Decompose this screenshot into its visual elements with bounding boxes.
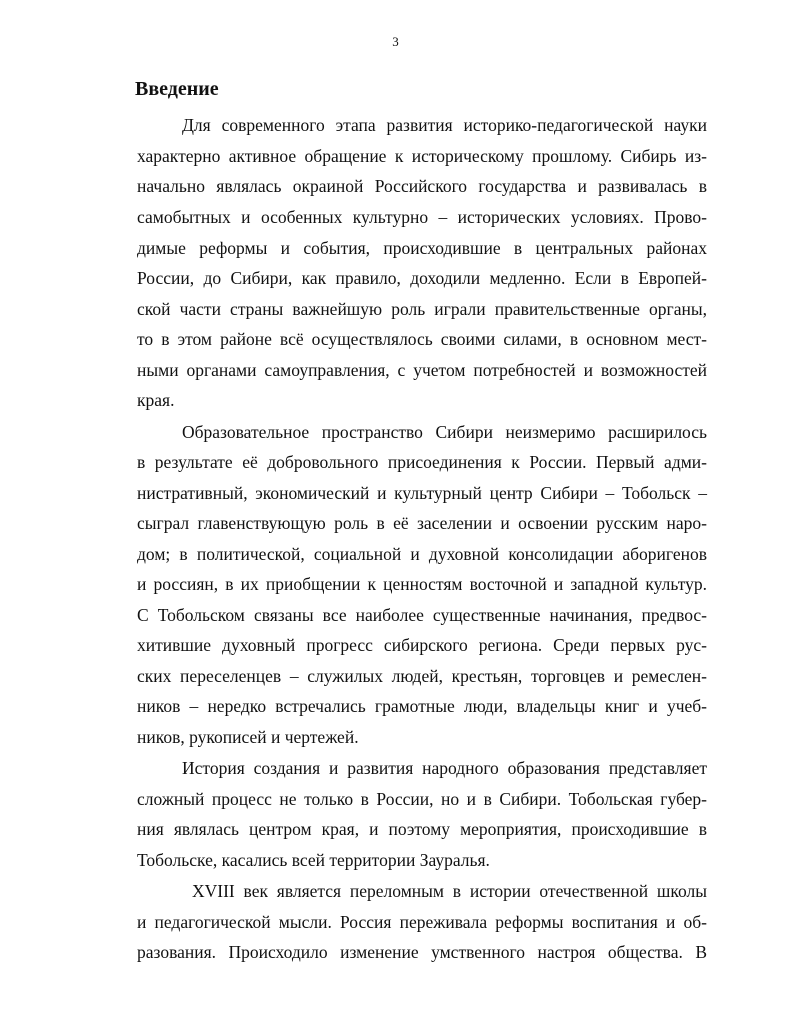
text-line: димые реформы и события, происходившие в центральных районах	[137, 238, 707, 258]
text-line: в результате её добровольного присоединения к России. Первый адми-	[137, 452, 707, 472]
text-line: дом; в политической, социальной и духовной консолидации аборигенов	[137, 544, 707, 564]
text-line: С Тобольском связаны все наиболее существенные начинания, предвос-	[137, 605, 707, 625]
text-line: Тобольске, касались всей территории Зауралья.	[137, 850, 490, 870]
text-line: начально являлась окраиной Российского государства и развивалась в	[137, 176, 707, 196]
text-line: края.	[137, 390, 175, 410]
text-line: характерно активное обращение к историческому прошлому. Сибирь из-	[137, 146, 707, 166]
text-line: ния являлась центром края, и поэтому мероприятия, происходившие в	[137, 819, 707, 839]
text-line: ными органами самоуправления, с учетом потребностей и возможностей	[137, 360, 707, 380]
text-line: XVIII век является переломным в истории отечественной школы	[192, 881, 707, 901]
text-line: самобытных и особенных культурно – исторических условиях. Прово-	[137, 207, 707, 227]
text-line: ских переселенцев – служилых людей, крестьян, торговцев и ремеслен-	[137, 666, 707, 686]
text-line: разования. Происходило изменение умственного настроя общества. В	[137, 942, 707, 962]
text-line: Для современного этапа развития историко-педагогической науки	[182, 115, 707, 135]
text-line: Образовательное пространство Сибири неизмеримо расширилось	[182, 422, 707, 442]
text-line: хитившие духовный прогресс сибирского региона. Среди первых рус-	[137, 635, 707, 655]
text-line: нистративный, экономический и культурный центр Сибири – Тобольск –	[137, 483, 707, 503]
text-line: ской части страны важнейшую роль играли правительственные органы,	[137, 299, 707, 319]
page-number: 3	[392, 34, 399, 49]
text-line: ников, рукописей и чертежей.	[137, 727, 359, 747]
text-line: и педагогической мысли. Россия переживала реформы воспитания и об-	[137, 912, 707, 932]
text-line: сыграл главенствующую роль в её заселении и освоении русским наро-	[137, 513, 707, 533]
text-line: и россиян, в их приобщении к ценностям восточной и западной культур.	[137, 574, 707, 594]
text-line: История создания и развития народного образования представляет	[182, 758, 707, 778]
text-line: ников – нередко встречались грамотные люди, владельцы книг и учеб-	[137, 696, 707, 716]
text-line: России, до Сибири, как правило, доходили медленно. Если в Европей-	[137, 268, 707, 288]
text-line: то в этом районе всё осуществлялось своими силами, в основном мест-	[137, 329, 707, 349]
section-heading: Введение	[135, 78, 219, 100]
text-line: сложный процесс не только в России, но и в Сибири. Тобольская губер-	[137, 789, 707, 809]
